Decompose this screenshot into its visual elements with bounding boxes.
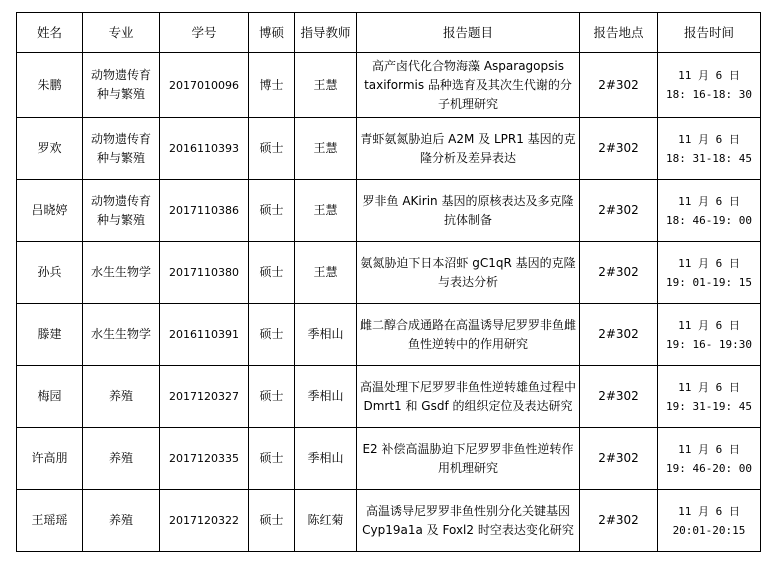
table-row (17, 366, 761, 428)
header-student-id: 学号 (160, 13, 249, 53)
table-row (17, 304, 761, 366)
header-report-title: 报告题目 (357, 13, 580, 53)
cell-report-title: 氨氮胁迫下日本沼虾 gC1qR 基因的克隆与表达分析 (357, 242, 580, 304)
cell-time (658, 118, 761, 180)
cell-time-range: 19: 01-19: 15 (665, 275, 753, 289)
header-degree: 博硕 (249, 13, 295, 53)
cell-name: 罗欢 (17, 118, 83, 180)
cell-location: 2#302 (580, 428, 658, 490)
cell-degree: 硕士 (249, 118, 295, 180)
cell-time (658, 490, 761, 552)
cell-student-id: 2017110380 (160, 242, 249, 304)
cell-student-id: 2017120335 (160, 428, 249, 490)
cell-degree: 硕士 (249, 366, 295, 428)
cell-degree: 硕士 (249, 428, 295, 490)
cell-date: 11 月 6 日 (678, 380, 740, 394)
cell-name: 梅园 (17, 366, 83, 428)
cell-student-id: 2016110393 (160, 118, 249, 180)
cell-degree: 硕士 (249, 490, 295, 552)
table-row (17, 180, 761, 242)
cell-date: 11 月 6 日 (678, 194, 740, 208)
cell-student-id: 2017120322 (160, 490, 249, 552)
cell-report-title: 雌二醇合成通路在高温诱导尼罗罗非鱼雌鱼性逆转中的作用研究 (357, 304, 580, 366)
cell-student-id: 2017110386 (160, 180, 249, 242)
cell-major: 养殖 (83, 366, 160, 428)
cell-major: 水生生物学 (83, 242, 160, 304)
cell-location: 2#302 (580, 366, 658, 428)
cell-date: 11 月 6 日 (678, 69, 740, 82)
cell-name: 王瑶瑶 (17, 490, 83, 552)
cell-time-range: 19: 16- 19:30 (665, 337, 753, 351)
cell-advisor: 季相山 (295, 366, 357, 428)
cell-major: 水生生物学 (83, 304, 160, 366)
table-row (17, 490, 761, 552)
cell-report-title: 青虾氨氮胁迫后 A2M 及 LPR1 基因的克隆分析及差异表达 (357, 118, 580, 180)
cell-report-title: 高温诱导尼罗罗非鱼性别分化关键基因 Cyp19a1a 及 Foxl2 时空表达变化研究 (357, 490, 580, 552)
cell-time-range: 19: 46-20: 00 (665, 461, 753, 475)
header-location: 报告地点 (580, 13, 658, 53)
cell-advisor: 王慧 (295, 180, 357, 242)
cell-major: 动物遗传育种与繁殖 (83, 118, 160, 180)
cell-date: 11 月 6 日 (678, 442, 740, 456)
cell-location: 2#302 (580, 180, 658, 242)
header-row (17, 13, 761, 53)
header-name: 姓名 (17, 13, 83, 53)
table-row (17, 242, 761, 304)
cell-date: 11 月 6 日 (678, 256, 740, 270)
cell-name: 孙兵 (17, 242, 83, 304)
header-time: 报告时间 (658, 13, 761, 53)
cell-advisor: 王慧 (295, 118, 357, 180)
cell-major: 养殖 (83, 428, 160, 490)
cell-time-range: 20:01-20:15 (672, 523, 746, 537)
cell-location: 2#302 (580, 118, 658, 180)
cell-student-id: 2017120327 (160, 366, 249, 428)
cell-name: 吕晓婷 (17, 180, 83, 242)
table-row (17, 428, 761, 490)
cell-report-title: 高产卤代化合物海藻 Asparagopsis taxiformis 品种选育及其次生代谢的分子机理研究 (357, 53, 580, 118)
cell-major: 动物遗传育种与繁殖 (83, 180, 160, 242)
cell-time (658, 428, 761, 490)
cell-degree: 硕士 (249, 242, 295, 304)
cell-report-title: 罗非鱼 AKirin 基因的原核表达及多克隆抗体制备 (357, 180, 580, 242)
cell-name: 朱鹏 (17, 53, 83, 118)
cell-time (658, 366, 761, 428)
cell-name: 滕建 (17, 304, 83, 366)
table-row (17, 53, 761, 118)
cell-time (658, 242, 761, 304)
cell-degree: 博士 (249, 53, 295, 118)
cell-major: 动物遗传育种与繁殖 (83, 53, 160, 118)
cell-location: 2#302 (580, 53, 658, 118)
cell-advisor: 季相山 (295, 304, 357, 366)
header-advisor: 指导教师 (295, 13, 357, 53)
cell-time-range: 18: 46-19: 00 (665, 213, 753, 227)
cell-time (658, 180, 761, 242)
table-row (17, 118, 761, 180)
cell-time (658, 53, 761, 118)
cell-time-range: 18: 16-18: 30 (665, 88, 753, 101)
cell-location: 2#302 (580, 304, 658, 366)
cell-date: 11 月 6 日 (678, 504, 740, 518)
cell-report-title: E2 补偿高温胁迫下尼罗罗非鱼性逆转作用机理研究 (357, 428, 580, 490)
cell-major: 养殖 (83, 490, 160, 552)
cell-date: 11 月 6 日 (678, 318, 740, 332)
cell-advisor: 王慧 (295, 242, 357, 304)
cell-advisor: 王慧 (295, 53, 357, 118)
header-major: 专业 (83, 13, 160, 53)
cell-degree: 硕士 (249, 180, 295, 242)
cell-degree: 硕士 (249, 304, 295, 366)
cell-student-id: 2017010096 (160, 53, 249, 118)
cell-location: 2#302 (580, 490, 658, 552)
cell-advisor: 季相山 (295, 428, 357, 490)
cell-date: 11 月 6 日 (678, 132, 740, 146)
report-schedule-table (16, 12, 761, 552)
cell-name: 许高朋 (17, 428, 83, 490)
cell-location: 2#302 (580, 242, 658, 304)
cell-time (658, 304, 761, 366)
cell-report-title: 高温处理下尼罗罗非鱼性逆转雄鱼过程中 Dmrt1 和 Gsdf 的组织定位及表达研究 (357, 366, 580, 428)
cell-advisor: 陈红菊 (295, 490, 357, 552)
cell-time-range: 18: 31-18: 45 (665, 151, 753, 165)
cell-time-range: 19: 31-19: 45 (665, 399, 753, 413)
cell-student-id: 2016110391 (160, 304, 249, 366)
